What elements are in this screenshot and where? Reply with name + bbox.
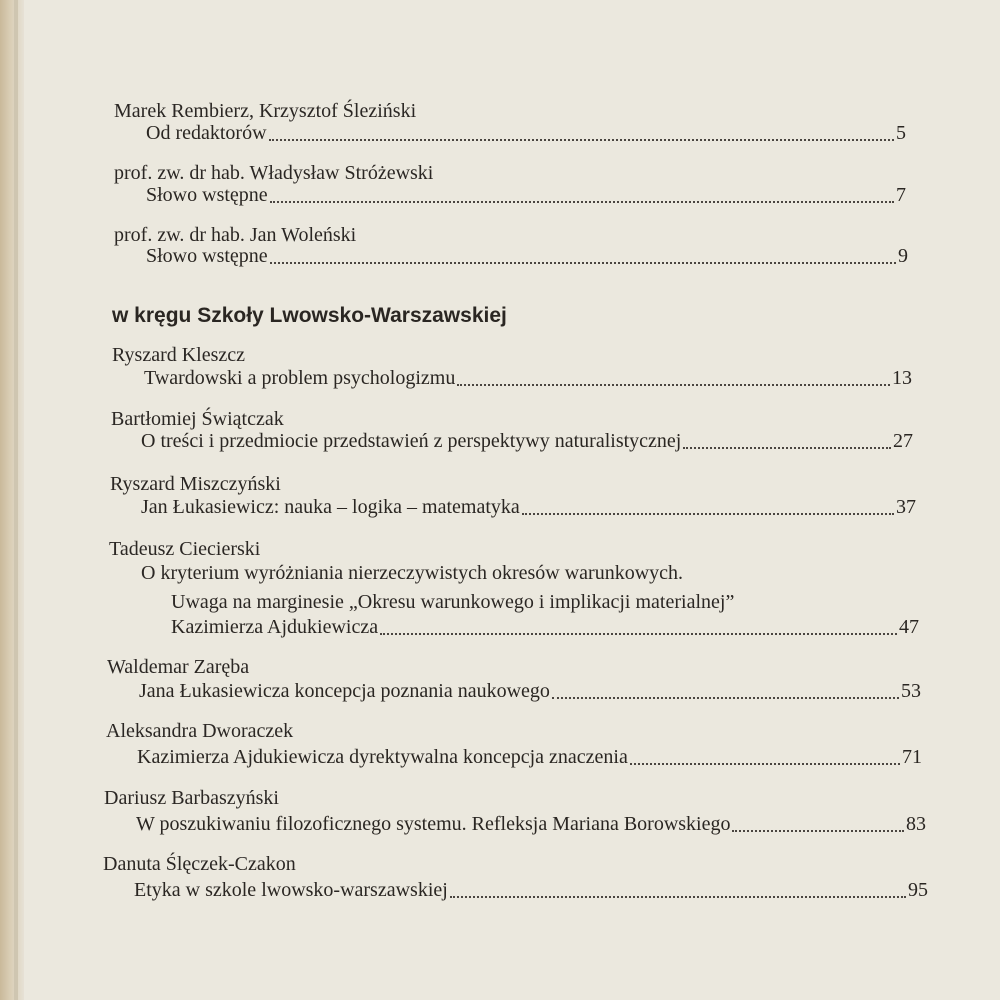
toc-title-line: [139, 680, 921, 703]
toc-title: Od redaktorów: [146, 122, 267, 144]
toc-title: Kazimierza Ajdukiewicza: [171, 616, 379, 638]
leader-dots: [732, 830, 904, 832]
toc-page-number: 95: [908, 879, 928, 901]
toc-page-number: 9: [898, 245, 908, 267]
toc-author: Aleksandra Dworaczek: [106, 720, 294, 742]
toc-page-number: 5: [896, 122, 906, 144]
toc-title-continued: Uwaga na marginesie „Okresu warunkowego i implikacji materialnej”: [171, 591, 735, 613]
toc-title-line: [146, 184, 906, 207]
leader-dots: [630, 763, 900, 765]
toc-title-line: [136, 813, 926, 836]
toc-title-continued: O kryterium wyróżniania nierzeczywistych okresów warunkowych.: [141, 562, 684, 584]
toc-title: Etyka w szkole lwowsko-warszawskiej: [134, 879, 448, 901]
toc-author: prof. zw. dr hab. Władysław Stróżewski: [114, 162, 434, 184]
toc-title-line: [134, 879, 928, 902]
toc-title: Jan Łukasiewicz: nauka – logika – matematyka: [141, 496, 520, 518]
toc-title-line: [137, 746, 922, 769]
toc-page-number: 37: [896, 496, 916, 518]
leader-dots: [450, 896, 906, 898]
toc-title-line: [141, 496, 916, 519]
leader-dots: [270, 262, 896, 264]
leader-dots: [522, 513, 894, 515]
toc-page-number: 13: [892, 367, 912, 389]
toc-title: Twardowski a problem psychologizmu: [144, 367, 456, 389]
toc-page-number: 47: [899, 616, 919, 638]
book-spine-edge: [14, 0, 18, 1000]
toc-author: Danuta Ślęczek-Czakon: [103, 853, 296, 875]
toc-title: Jana Łukasiewicza koncepcja poznania naukowego: [139, 680, 550, 702]
toc-title-line: [171, 616, 919, 639]
toc-page-number: 7: [896, 184, 906, 206]
toc-title: O treści i przedmiocie przedstawień z perspektywy naturalistycznej: [141, 430, 682, 452]
toc-title-line: [146, 122, 906, 145]
toc-author: Ryszard Miszczyński: [110, 473, 281, 495]
leader-dots: [457, 384, 890, 386]
toc-title: Słowo wstępne: [146, 184, 268, 206]
leader-dots: [683, 447, 891, 449]
toc-page-number: 27: [893, 430, 913, 452]
toc-page-number: 83: [906, 813, 926, 835]
leader-dots: [552, 697, 899, 699]
leader-dots: [269, 139, 894, 141]
toc-author: Ryszard Kleszcz: [112, 344, 246, 366]
toc-title: Słowo wstępne: [146, 245, 268, 267]
toc-author: Marek Rembierz, Krzysztof Śleziński: [114, 100, 417, 122]
toc-title: Kazimierza Ajdukiewicza dyrektywalna koncepcja znaczenia: [137, 746, 628, 768]
book-spine-shadow: [0, 0, 24, 1000]
toc-author: Bartłomiej Świątczak: [111, 408, 284, 430]
section-heading: w kręgu Szkoły Lwowsko-Warszawskiej: [112, 304, 507, 327]
toc-page-number: 53: [901, 680, 921, 702]
toc-title-line: [141, 430, 913, 453]
toc-title-line: [144, 367, 912, 390]
toc-author: Waldemar Zaręba: [107, 656, 250, 678]
toc-title-line: [146, 245, 908, 268]
toc-page-number: 71: [902, 746, 922, 768]
toc-title: W poszukiwaniu filozoficznego systemu. Refleksja Mariana Borowskiego: [136, 813, 731, 835]
leader-dots: [270, 201, 894, 203]
toc-author: Dariusz Barbaszyński: [104, 787, 279, 809]
toc-author: Tadeusz Ciecierski: [109, 538, 261, 560]
leader-dots: [380, 633, 897, 635]
toc-author: prof. zw. dr hab. Jan Woleński: [114, 224, 357, 246]
